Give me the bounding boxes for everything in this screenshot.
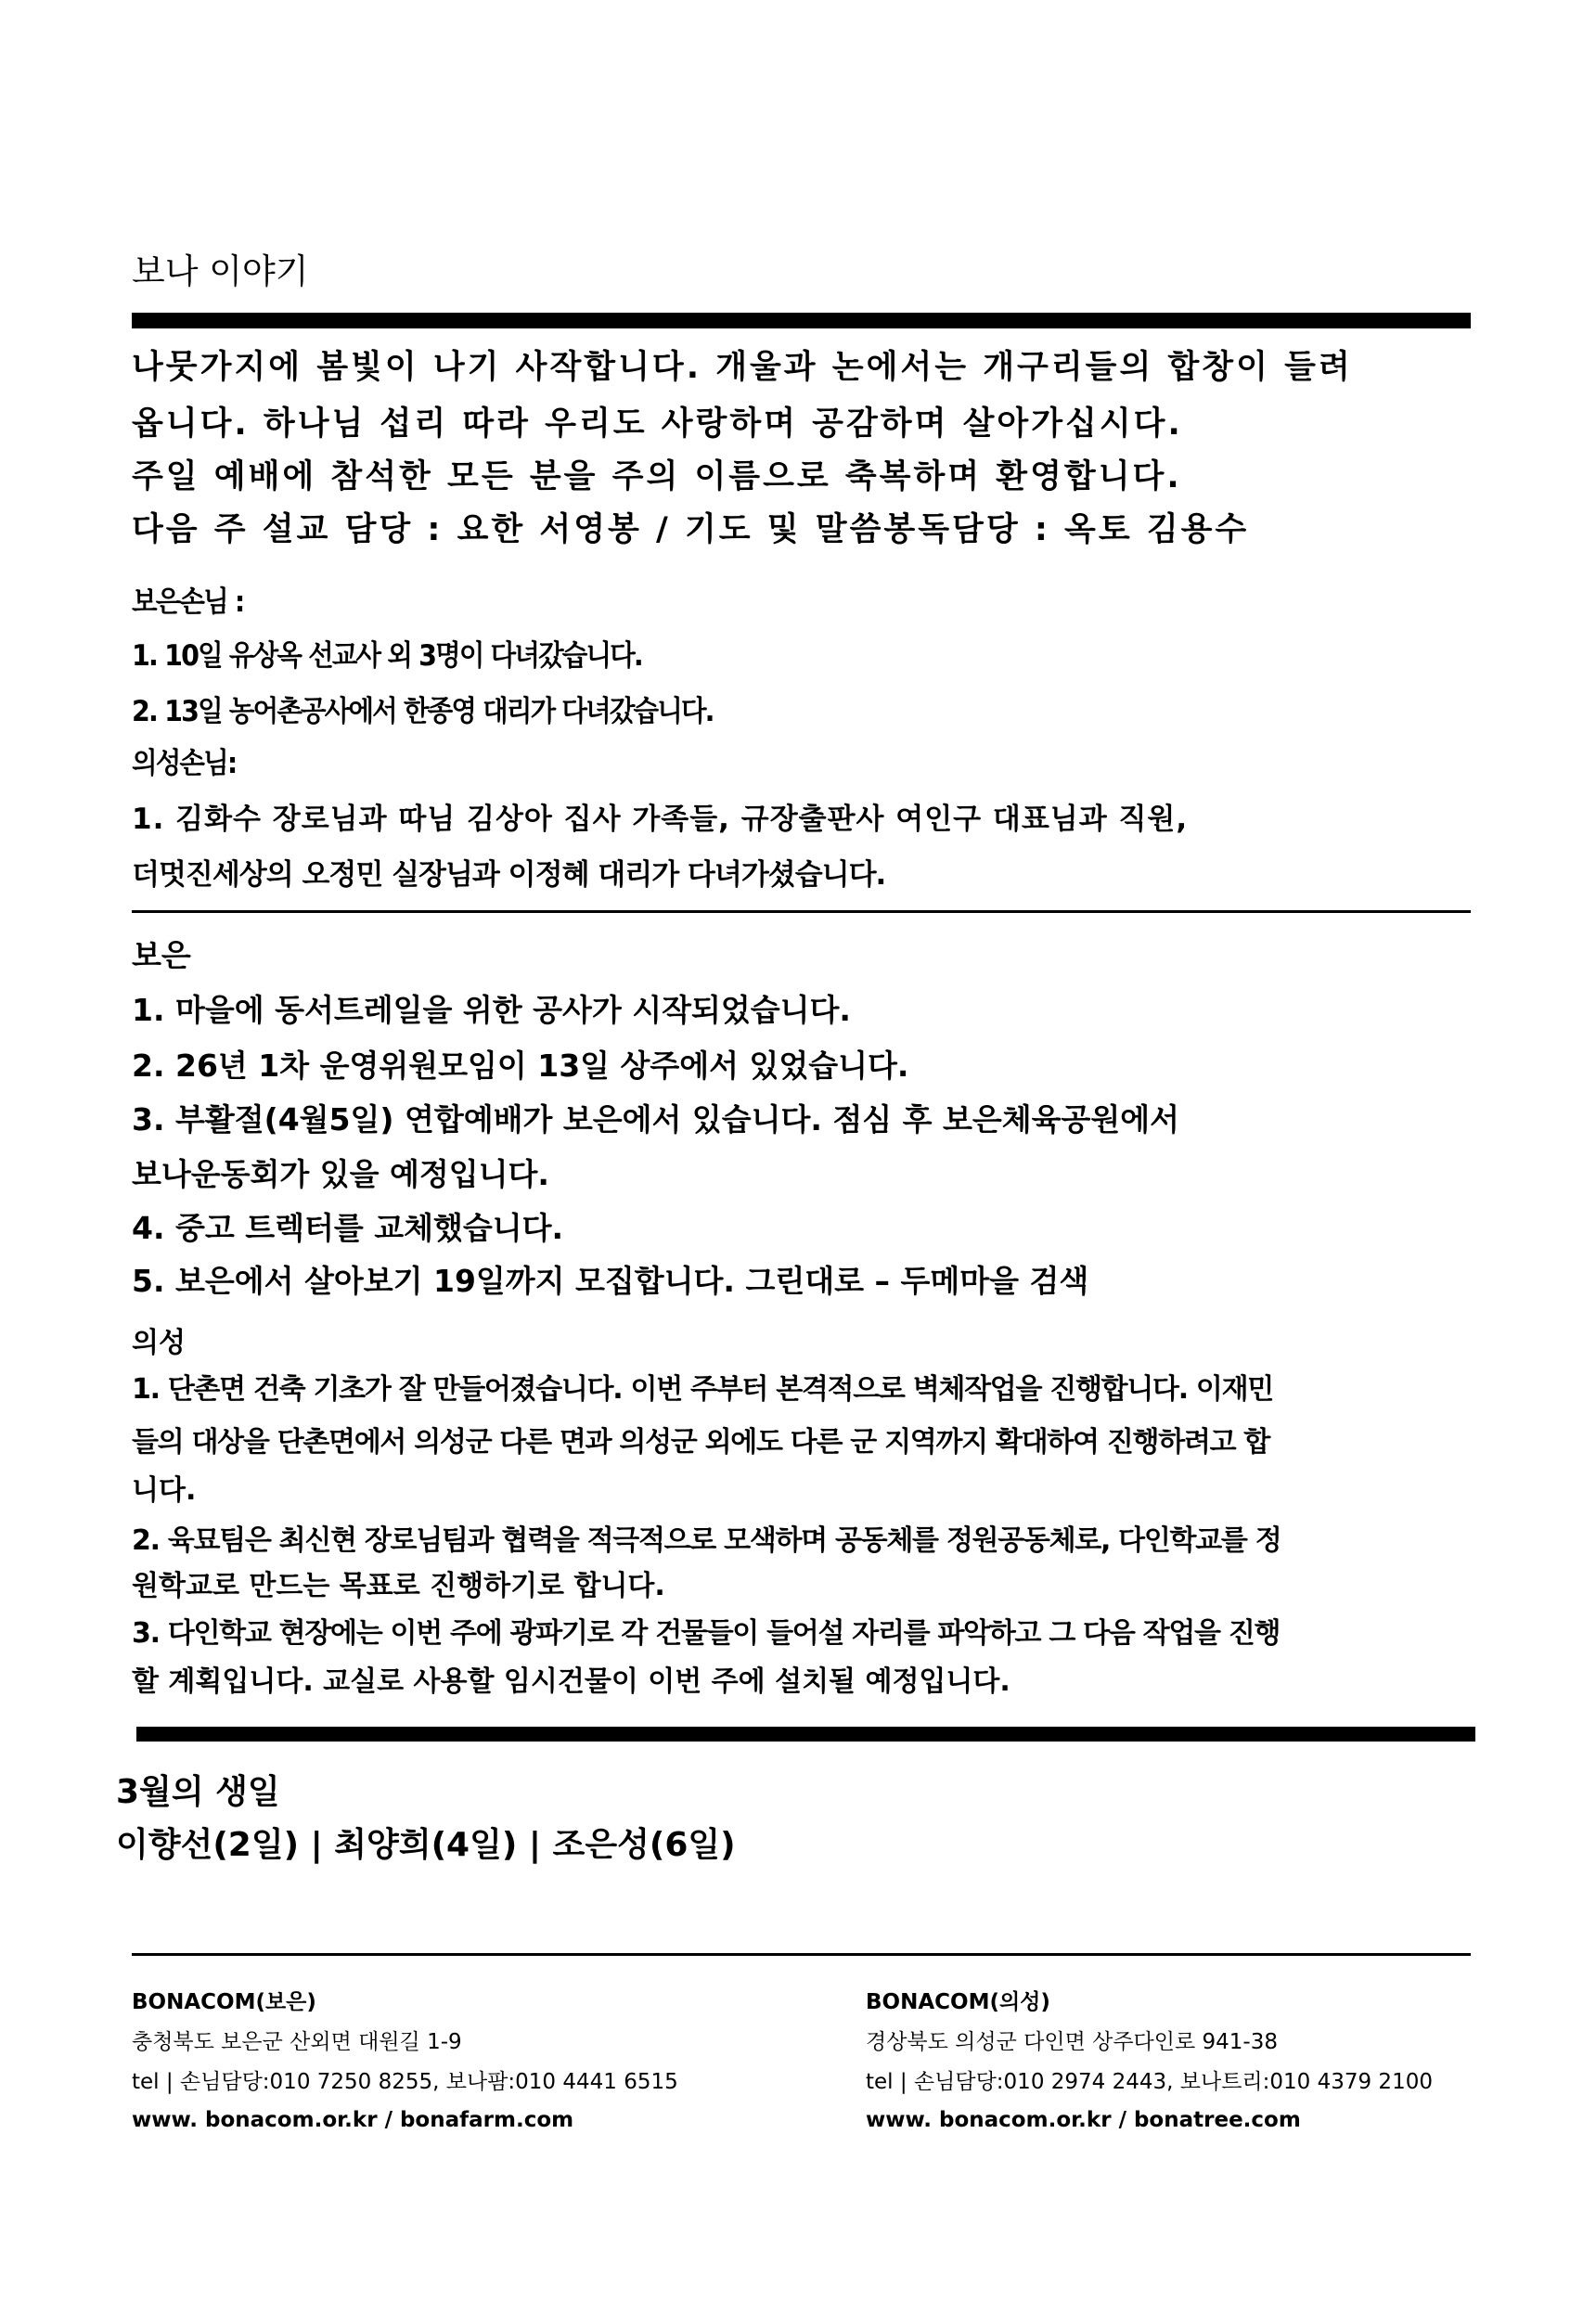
intro-line: 주일 예배에 참석한 모든 분을 주의 이름으로 축복하며 환영합니다.: [132, 458, 1182, 495]
phone: tel | 손님담당:010 7250 8255, 보나팜:010 4441 6515: [132, 2070, 678, 2094]
uiseong-visitors-heading: 의성손님:: [132, 747, 237, 780]
thin-divider: [132, 910, 1471, 913]
visitor-item: 더멋진세상의 오정민 실장님과 이정혜 대리가 다녀가셨습니다.: [132, 858, 886, 892]
thick-divider: [132, 313, 1471, 328]
visitor-item: 1. 10일 유상옥 선교사 외 3명이 다녀갔습니다.: [132, 639, 642, 673]
uiseong-line: 들의 대상을 단촌면에서 의성군 다른 면과 의성군 외에도 다른 군 지역까지 확대하여 진행하려고 합: [132, 1426, 1270, 1459]
website-link[interactable]: www. bonacom.or.kr / bonatree.com: [866, 2108, 1301, 2132]
boeun-line: 5. 보은에서 살아보기 19일까지 모집합니다. 그린대로 – 두메마을 검색: [132, 1263, 1089, 1299]
thin-divider: [132, 1953, 1471, 1956]
uiseong-line: 니다.: [132, 1474, 197, 1507]
uiseong-line: 1. 단촌면 건축 기초가 잘 만들어졌습니다. 이번 주부터 본격적으로 벽체작업을 진행합니다. 이재민: [132, 1373, 1273, 1406]
intro-line: 나뭇가지에 봄빛이 나기 사작합니다. 개울과 논에서는 개구리들의 합창이 들려: [132, 349, 1353, 386]
website-link[interactable]: www. bonacom.or.kr / bonafarm.com: [132, 2108, 574, 2132]
thick-divider: [136, 1727, 1475, 1742]
boeun-line: 4. 중고 트렉터를 교체했습니다.: [132, 1210, 564, 1246]
org-name: BONACOM(보은): [132, 1990, 316, 2014]
boeun-line: 3. 부활절(4월5일) 연합예배가 보은에서 있습니다. 점심 후 보은체육공원에서: [132, 1101, 1180, 1138]
boeun-line: 1. 마을에 동서트레일을 위한 공사가 시작되었습니다.: [132, 992, 851, 1028]
boeun-heading: 보은: [132, 937, 191, 973]
uiseong-line: 3. 다인학교 현장에는 이번 주에 광파기로 각 건물들이 들어설 자리를 파악하고 그 다음 작업을 진행: [132, 1617, 1281, 1650]
boeun-line: 보나운동회가 있을 예정입니다.: [132, 1156, 549, 1192]
uiseong-line: 원학교로 만드는 목표로 진행하기로 합니다.: [132, 1570, 665, 1602]
boeun-line: 2. 26년 1차 운영위원모임이 13일 상주에서 있었습니다.: [132, 1048, 909, 1084]
org-name: BONACOM(의성): [866, 1990, 1050, 2014]
uiseong-heading: 의성: [132, 1327, 186, 1359]
address: 경상북도 의성군 다인면 상주다인로 941-38: [866, 2030, 1278, 2054]
address: 충청북도 보은군 산외면 대원길 1-9: [132, 2030, 462, 2054]
intro-line: 옵니다. 하나님 섭리 따라 우리도 사랑하며 공감하며 살아가십시다.: [132, 405, 1183, 443]
uiseong-line: 2. 육묘팀은 최신현 장로님팀과 협력을 적극적으로 모색하며 공동체를 정원공동체로, 다인학교를 정: [132, 1524, 1281, 1557]
boeun-visitors-heading: 보은손님 :: [132, 585, 244, 619]
intro-line: 다음 주 설교 담당 : 요한 서영봉 / 기도 및 말씀봉독담당 : 옥토 김용수: [132, 511, 1250, 548]
uiseong-line: 할 계획입니다. 교실로 사용할 임시건물이 이번 주에 설치될 예정입니다.: [132, 1665, 1010, 1698]
page-title: 보나 이야기: [132, 251, 309, 291]
birthday-list: 이향선(2일) | 최양희(4일) | 조은성(6일): [116, 1826, 736, 1864]
visitor-item: 2. 13일 농어촌공사에서 한종영 대리가 다녀갔습니다.: [132, 695, 714, 728]
visitor-item: 1. 김화수 장로님과 따님 김상아 집사 가족들, 규장출판사 여인구 대표님과 직원,: [132, 803, 1189, 836]
phone: tel | 손님담당:010 2974 2443, 보나트리:010 4379 2100: [866, 2070, 1433, 2094]
birthday-heading: 3월의 생일: [116, 1773, 280, 1811]
